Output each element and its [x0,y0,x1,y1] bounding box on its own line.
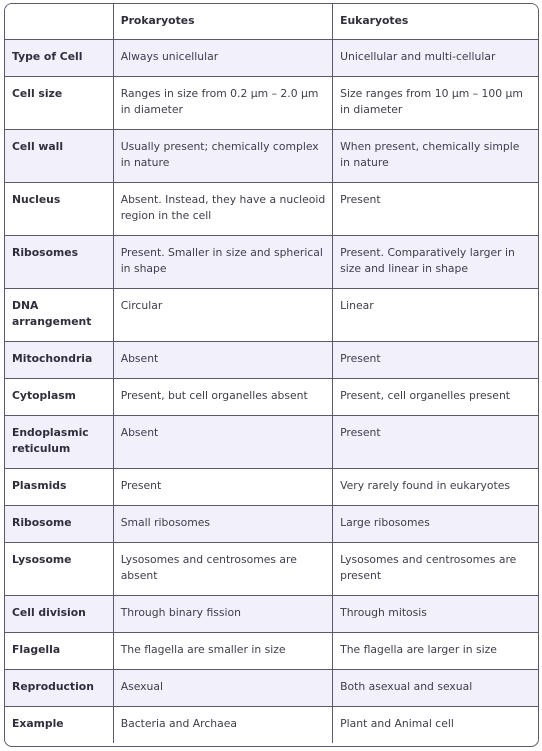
table-body [5,39,538,743]
eukaryotes-cell: Large ribosomes [333,505,538,542]
eukaryotes-cell: Very rarely found in eukaryotes [333,468,538,505]
table-row [5,542,538,595]
table-row [5,505,538,542]
header-row [5,4,538,39]
row-label: Mitochondria [5,341,113,378]
eukaryotes-cell: Both asexual and sexual [333,669,538,706]
prokaryotes-cell: Asexual [113,669,332,706]
eukaryotes-cell: Through mitosis [333,595,538,632]
prokaryotes-cell: Ranges in size from 0.2 μm – 2.0 μm in diameter [113,76,332,129]
eukaryotes-cell: Present [333,415,538,468]
comparison-table [5,4,538,743]
prokaryotes-cell: Usually present; chemically complex in nature [113,129,332,182]
row-label: Cell size [5,76,113,129]
row-label: Plasmids [5,468,113,505]
comparison-table-container [4,3,539,747]
eukaryotes-cell: Present, cell organelles present [333,378,538,415]
row-label: Type of Cell [5,39,113,76]
table-header [5,4,538,39]
row-label: Lysosome [5,542,113,595]
row-label: Ribosomes [5,235,113,288]
table-row [5,706,538,743]
header-prokaryotes: Prokaryotes [113,4,332,39]
header-feature [5,4,113,39]
row-label: Example [5,706,113,743]
eukaryotes-cell: Unicellular and multi-cellular [333,39,538,76]
eukaryotes-cell: Lysosomes and centrosomes are present [333,542,538,595]
prokaryotes-cell: Always unicellular [113,39,332,76]
prokaryotes-cell: Present, but cell organelles absent [113,378,332,415]
table-row [5,669,538,706]
prokaryotes-cell: Lysosomes and centrosomes are absent [113,542,332,595]
table-row [5,468,538,505]
eukaryotes-cell: The flagella are larger in size [333,632,538,669]
prokaryotes-cell: Present. Smaller in size and spherical in shape [113,235,332,288]
table-row [5,129,538,182]
table-row [5,288,538,341]
row-label: Endoplasmic reticulum [5,415,113,468]
eukaryotes-cell: Size ranges from 10 μm – 100 μm in diameter [333,76,538,129]
table-row [5,235,538,288]
eukaryotes-cell: Linear [333,288,538,341]
eukaryotes-cell: Present [333,341,538,378]
table-row [5,341,538,378]
prokaryotes-cell: The flagella are smaller in size [113,632,332,669]
table-row [5,595,538,632]
prokaryotes-cell: Through binary fission [113,595,332,632]
prokaryotes-cell: Present [113,468,332,505]
eukaryotes-cell: Present. Comparatively larger in size and linear in shape [333,235,538,288]
table-row [5,76,538,129]
row-label: Reproduction [5,669,113,706]
row-label: Flagella [5,632,113,669]
prokaryotes-cell: Small ribosomes [113,505,332,542]
eukaryotes-cell: Plant and Animal cell [333,706,538,743]
eukaryotes-cell: Present [333,182,538,235]
row-label: Ribosome [5,505,113,542]
row-label: Cell wall [5,129,113,182]
row-label: Nucleus [5,182,113,235]
table-row [5,378,538,415]
row-label: Cytoplasm [5,378,113,415]
prokaryotes-cell: Absent [113,341,332,378]
prokaryotes-cell: Bacteria and Archaea [113,706,332,743]
header-eukaryotes: Eukaryotes [333,4,538,39]
table-row [5,415,538,468]
table-row [5,39,538,76]
table-row [5,632,538,669]
table-row [5,182,538,235]
prokaryotes-cell: Absent. Instead, they have a nucleoid region in the cell [113,182,332,235]
prokaryotes-cell: Absent [113,415,332,468]
prokaryotes-cell: Circular [113,288,332,341]
row-label: DNA arrangement [5,288,113,341]
eukaryotes-cell: When present, chemically simple in nature [333,129,538,182]
row-label: Cell division [5,595,113,632]
